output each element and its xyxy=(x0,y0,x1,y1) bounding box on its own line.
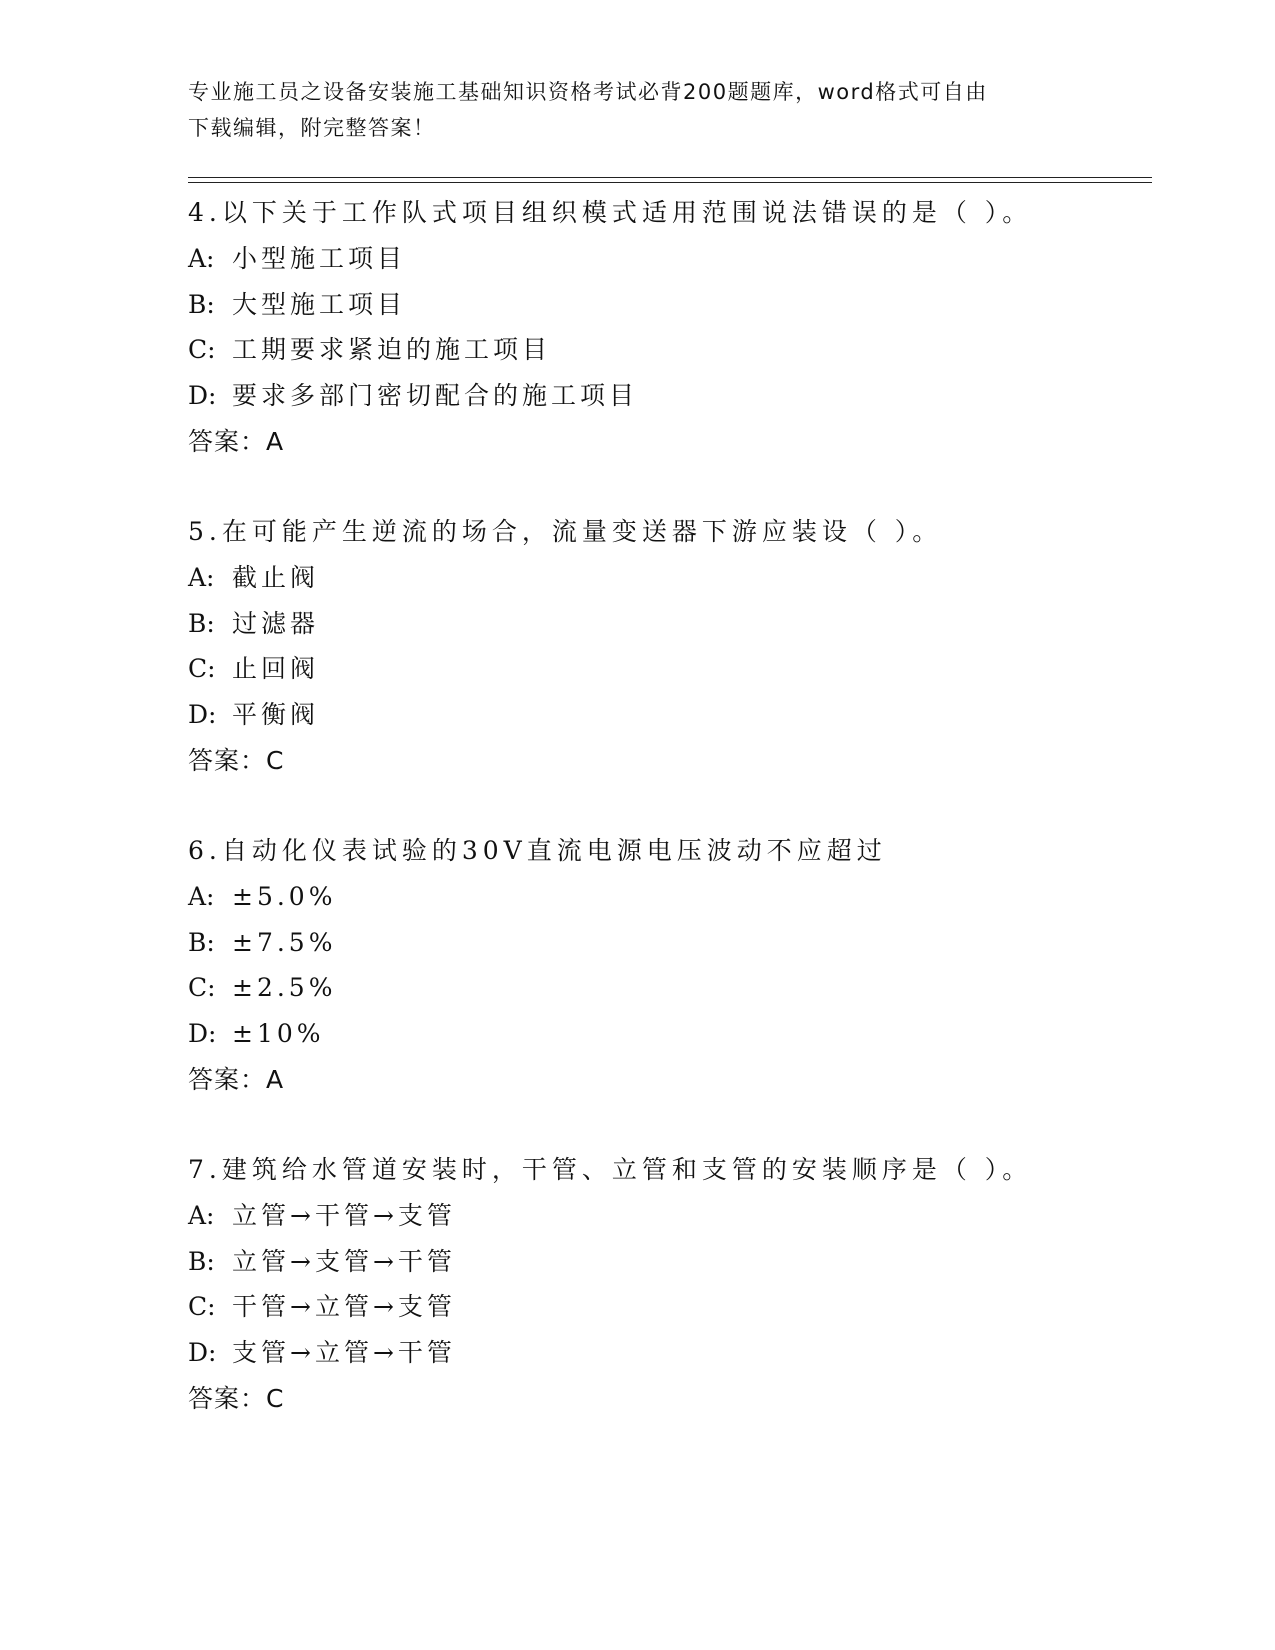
option-key: C: xyxy=(188,1292,216,1322)
document-header xyxy=(188,74,1088,146)
option-text: 平衡阀 xyxy=(232,700,320,730)
option-a xyxy=(188,555,1148,601)
question-7 xyxy=(188,1147,1148,1422)
option-key: D: xyxy=(188,381,217,411)
option-text: 过滤器 xyxy=(232,608,320,638)
option-text: ±7.5% xyxy=(232,927,337,957)
option-text: ±2.5% xyxy=(232,973,337,1003)
option-key: C: xyxy=(188,335,216,365)
option-text: 立管→干管→支管 xyxy=(232,1200,456,1230)
option-d xyxy=(188,1011,1148,1057)
answer-line: 答案：C xyxy=(188,1383,285,1413)
header-line-2: 下载编辑，附完整答案！ xyxy=(188,116,436,140)
option-d xyxy=(188,692,1148,738)
option-text: 干管→立管→支管 xyxy=(232,1292,456,1322)
option-c xyxy=(188,1284,1148,1330)
option-key: B: xyxy=(188,927,215,957)
option-key: A: xyxy=(188,562,215,592)
option-text: 小型施工项目 xyxy=(232,243,407,273)
option-key: C: xyxy=(188,973,216,1003)
question-stem: 6.自动化仪表试验的30V直流电源电压波动不应超过 xyxy=(188,836,887,865)
option-key: B: xyxy=(188,289,215,319)
header-divider-bottom xyxy=(188,182,1152,183)
option-b xyxy=(188,1239,1148,1285)
option-key: A: xyxy=(188,243,215,273)
option-d xyxy=(188,373,1148,419)
option-a xyxy=(188,874,1148,920)
option-text: ±5.0% xyxy=(232,881,337,911)
option-key: A: xyxy=(188,1200,215,1230)
option-a xyxy=(188,236,1148,282)
option-key: B: xyxy=(188,608,215,638)
question-4 xyxy=(188,190,1148,465)
option-text: 要求多部门密切配合的施工项目 xyxy=(232,381,639,411)
answer-line: 答案：A xyxy=(188,426,285,456)
option-key: D: xyxy=(188,700,217,730)
option-key: B: xyxy=(188,1246,215,1276)
header-line-1: 专业施工员之设备安装施工基础知识资格考试必背200题题库，word格式可自由 xyxy=(188,80,988,104)
option-text: 支管→立管→干管 xyxy=(232,1338,456,1368)
option-b xyxy=(188,282,1148,328)
option-text: 大型施工项目 xyxy=(232,289,407,319)
header-divider-top xyxy=(188,177,1152,178)
option-c xyxy=(188,327,1148,373)
question-stem: 4.以下关于工作队式项目组织模式适用范围说法错误的是（ ）。 xyxy=(188,198,1033,227)
option-key: D: xyxy=(188,1338,217,1368)
question-6 xyxy=(188,828,1148,1103)
option-d xyxy=(188,1330,1148,1376)
option-text: 截止阀 xyxy=(232,562,320,592)
option-b xyxy=(188,920,1148,966)
answer-line: 答案：C xyxy=(188,745,285,775)
option-b xyxy=(188,601,1148,647)
option-key: C: xyxy=(188,654,216,684)
option-key: D: xyxy=(188,1019,217,1049)
option-c xyxy=(188,965,1148,1011)
question-5 xyxy=(188,509,1148,784)
option-text: ±10% xyxy=(232,1019,325,1049)
option-text: 止回阀 xyxy=(232,654,320,684)
option-key: A: xyxy=(188,881,215,911)
option-text: 工期要求紧迫的施工项目 xyxy=(232,335,552,365)
answer-line: 答案：A xyxy=(188,1064,285,1094)
question-stem: 7.建筑给水管道安装时，干管、立管和支管的安装顺序是（ ）。 xyxy=(188,1155,1033,1184)
question-stem: 5.在可能产生逆流的场合，流量变送器下游应装设（ ）。 xyxy=(188,517,943,546)
option-text: 立管→支管→干管 xyxy=(232,1246,456,1276)
option-a xyxy=(188,1193,1148,1239)
option-c xyxy=(188,646,1148,692)
